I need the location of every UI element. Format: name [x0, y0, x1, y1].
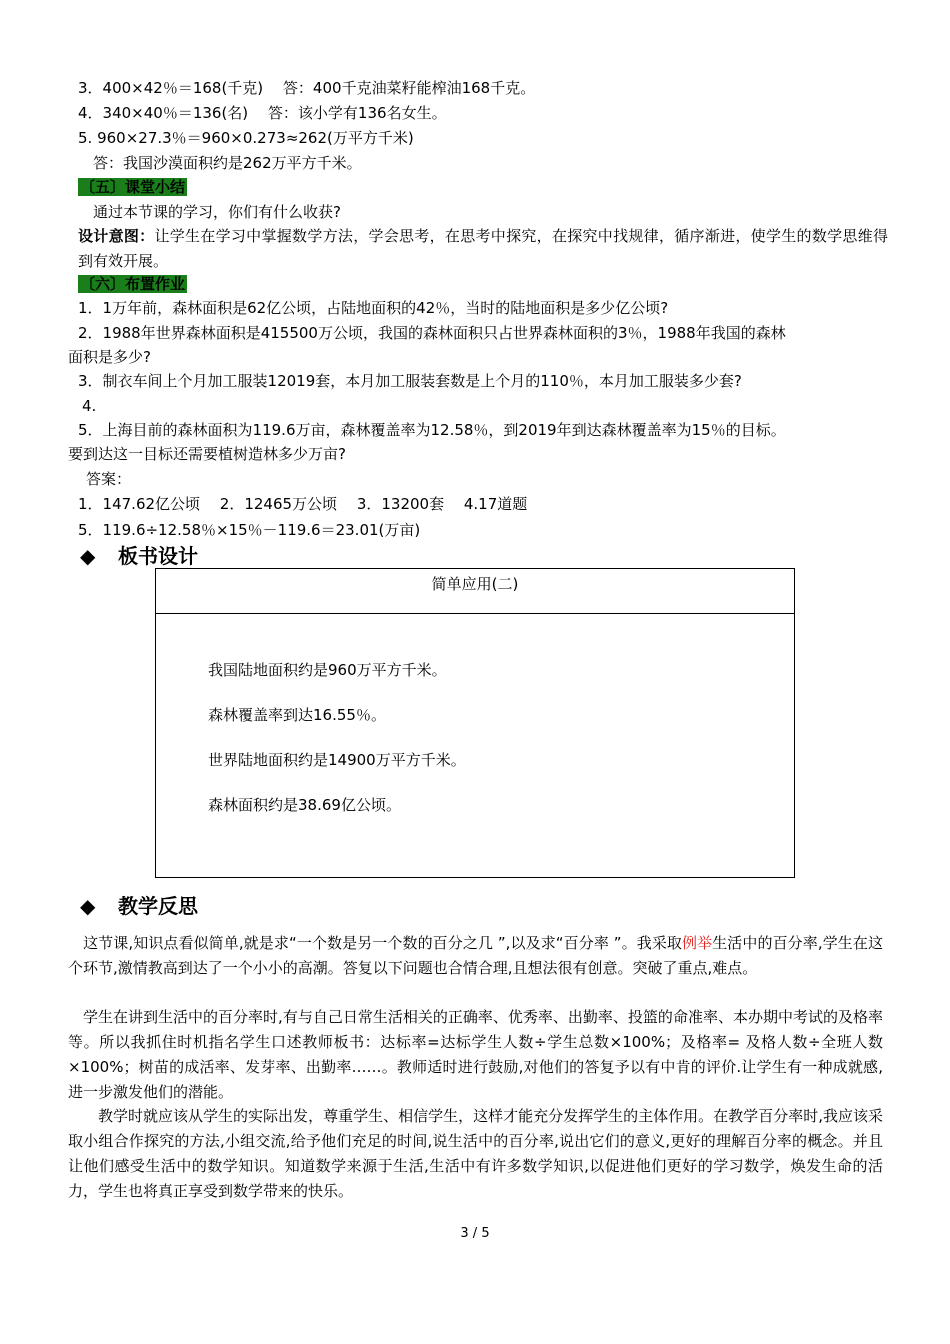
board-item: 森林面积约是38.69亿公顷。	[208, 796, 401, 814]
diamond-bullet-icon: ◆	[80, 544, 96, 568]
answers-line-2: 5．119.6÷12.58％×15％－119.6＝23.01(万亩)	[78, 521, 421, 539]
board-design-title: 板书设计	[118, 544, 198, 568]
design-intent-label: 设计意图：	[78, 227, 155, 245]
design-intent	[78, 224, 888, 274]
homework-5-line-1: 5．上海目前的森林面积为119.6万亩，森林覆盖率为12.58％，到2019年到达森林覆盖率为15％的目标。	[78, 421, 786, 439]
homework-2-line-1: 2．1988年世界森林面积是415500万公顷，我国的森林面积只占世界森林面积的3％，1988年我国的森林	[78, 324, 786, 342]
diamond-bullet-icon: ◆	[80, 894, 96, 918]
answer-line-5: 5. 960×27.3％＝960×0.273≈262(万平方千米)	[78, 129, 414, 147]
homework-1: 1．1万年前，森林面积是62亿公顷，占陆地面积的42％，当时的陆地面积是多少亿公顷?	[78, 299, 669, 317]
answer-line-5-answer: 答：我国沙漠面积约是262万平方千米。	[78, 154, 362, 172]
reflection-heading	[80, 893, 198, 919]
answers-line-1: 1．147.62亿公顷 2．12465万公顷 3．13200套 4.17道题	[78, 495, 528, 513]
section-homework-label: 〔六〕布置作业	[80, 275, 186, 293]
reflection-p1-text-a: 这节课,知识点看似简单,就是求“一个数是另一个数的百分之几 ”,以及求“百分率 ”。我采取	[68, 934, 683, 952]
board-design-box	[155, 568, 795, 878]
board-design-heading	[80, 543, 198, 569]
section-heading-homework	[78, 272, 888, 296]
reflection-paragraph-3: 教学时就应该从学生的实际出发，尊重学生、相信学生，这样才能充分发挥学生的主体作用。在教学百分率时,我应该采取小组合作探究的方法,小组交流,给予他们充足的时间,说生活中的百分率,说出它们的意义,更好的理解百分率的概念。并且让他们感受生活中的数学知识。知道数学来源于生活,生活中有许多数学知识,以促进他们更好的学习数学，焕发生命的活力，学生也将真正享受到数学带来的快乐。	[68, 1107, 883, 1200]
homework-2-line-2: 面积是多少?	[68, 348, 151, 366]
reflection-paragraph-2: 学生在讲到生活中的百分率时,有与自己日常生活相关的正确率、优秀率、出勤率、投篮的命准率、本办期中考试的及格率等。所以我抓住时机指名学生口述教师板书：达标率=达标学生人数÷学生总数×100%；及格率= 及格人数÷全班人数×100%；树苗的成活率、发芽率、出勤率……。教师适时进行鼓励,对他们的答复予以有中肯的评价.让学生有一种成就感,进一步激发他们的潜能。	[68, 1008, 883, 1101]
reflection-p1-highlight: 例举	[682, 934, 713, 952]
reflection-paragraph-1	[68, 931, 883, 981]
answer-line-4: 4．340×40％＝136(名) 答：该小学有136名女生。	[78, 104, 447, 122]
board-title: 简单应用(二)	[156, 569, 794, 614]
reflection-p1-text-b: 生活中的百分率,学生在这个环节,激情教高到达了一个小小的高潮。答复以下问题也合情合理,且想法很有创意。突破了重点,难点。	[68, 934, 883, 977]
homework-5-line-2: 要到达这一目标还需要植树造林多少万亩?	[68, 445, 346, 463]
design-intent-text: 让学生在学习中掌握数学方法，学会思考，在思考中探究，在探究中找规律，循序渐进，使学生的数学思维得到有效开展。	[78, 227, 888, 270]
board-item: 我国陆地面积约是960万平方千米。	[208, 661, 447, 679]
answer-line-3: 3．400×42％＝168(千克) 答：400千克油菜籽能榨油168千克。	[78, 79, 536, 97]
board-item: 世界陆地面积约是14900万平方千米。	[208, 751, 466, 769]
section-heading-summary	[78, 175, 888, 199]
section-summary-label: 〔五〕课堂小结	[80, 178, 186, 196]
homework-3: 3．制衣车间上个月加工服装12019套，本月加工服装套数是上个月的110％，本月加工服装多少套?	[78, 372, 742, 390]
homework-4: 4.	[82, 397, 97, 415]
summary-question: 通过本节课的学习，你们有什么收获?	[78, 203, 341, 221]
answers-label: 答案：	[86, 470, 132, 488]
board-item: 森林覆盖率到达16.55％。	[208, 706, 386, 724]
reflection-title: 教学反思	[118, 894, 198, 918]
page-number: 3 / 5	[460, 1226, 490, 1241]
